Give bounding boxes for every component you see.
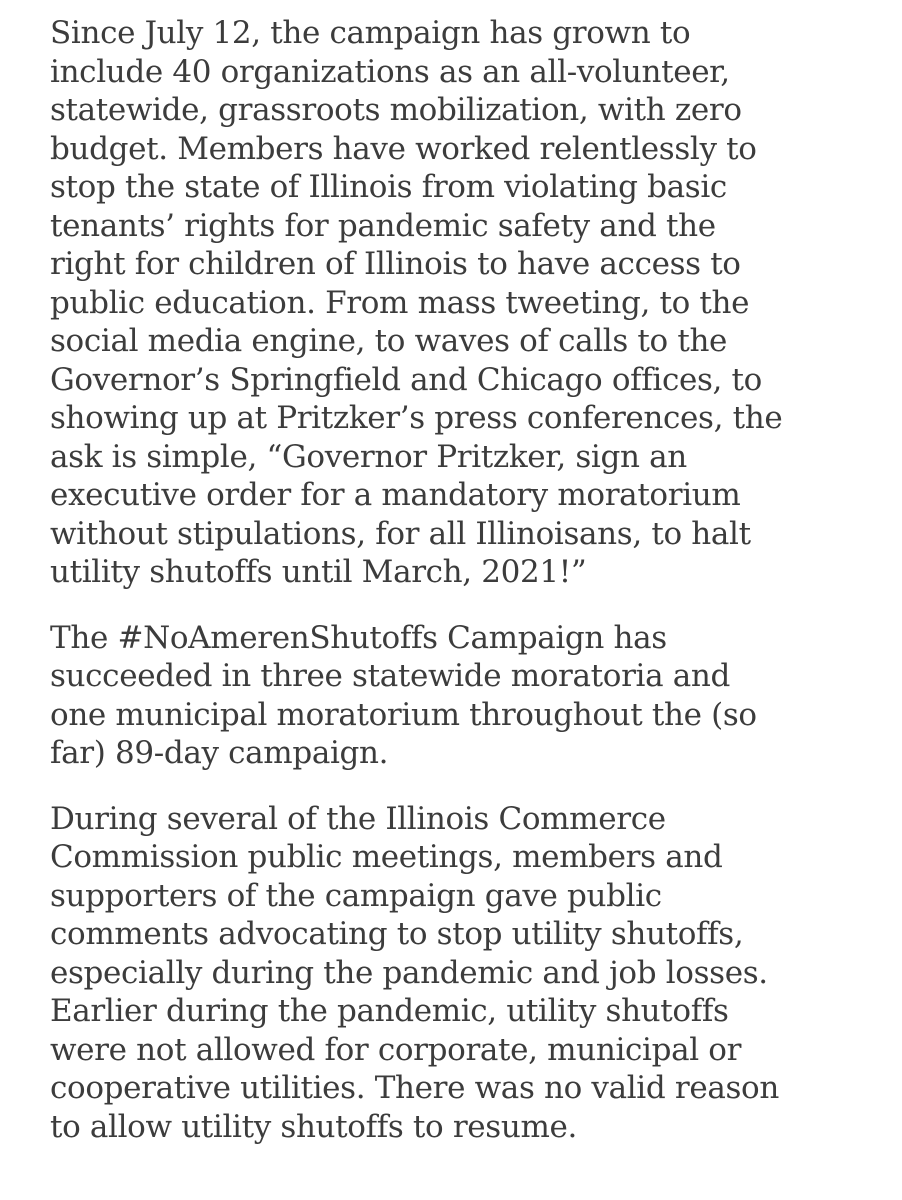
text-line: far) 89-day campaign. — [50, 735, 389, 771]
text-line: one municipal moratorium throughout the (so — [50, 696, 757, 733]
text-line: executive order for a mandatory moratorium — [50, 477, 741, 513]
text-line: public education. From mass tweeting, to the — [50, 284, 750, 321]
text-line: stop the state of Illinois from violating basic — [50, 169, 727, 205]
paragraph-campaign-growth — [50, 14, 902, 592]
text-line: budget. Members have worked relentlessly to — [50, 130, 757, 167]
text-line: right for children of Illinois to have access to — [50, 246, 741, 282]
text-line: supporters of the campaign gave public — [50, 877, 662, 914]
text-line: Commission public meetings, members and — [50, 839, 723, 875]
text-line: social media engine, to waves of calls to the — [50, 323, 728, 359]
text-line: cooperative utilities. There was no valid reason — [50, 1070, 779, 1106]
text-line: tenants’ rights for pandemic safety and the — [50, 207, 716, 244]
text-line: statewide, grassroots mobilization, with zero — [50, 92, 742, 128]
paragraph-campaign-success — [50, 619, 902, 773]
text-line: Earlier during the pandemic, utility shutoffs — [50, 993, 729, 1029]
text-line: Governor’s Springfield and Chicago offices, to — [50, 361, 762, 398]
text-line: showing up at Pritzker’s press conferences, the — [50, 400, 783, 436]
text-line: utility shutoffs until March, 2021!” — [50, 554, 587, 590]
text-line: succeeded in three statewide moratoria and — [50, 658, 730, 694]
text-line: without stipulations, for all Illinoisans, to halt — [50, 515, 751, 552]
article-body — [50, 14, 902, 1173]
text-line: comments advocating to stop utility shutoffs, — [50, 916, 744, 952]
text-line: were not allowed for corporate, municipal or — [50, 1031, 742, 1068]
text-line: Since July 12, the campaign has grown to — [50, 15, 691, 51]
text-line: especially during the pandemic and job losses. — [50, 954, 768, 991]
text-line: The #NoAmerenShutoffs Campaign has — [50, 619, 667, 656]
paragraph-public-comments — [50, 800, 902, 1147]
text-line: include 40 organizations as an all-volunteer, — [50, 53, 730, 90]
text-line: ask is simple, “Governor Pritzker, sign an — [50, 438, 687, 475]
text-line: to allow utility shutoffs to resume. — [50, 1108, 578, 1145]
text-line: During several of the Illinois Commerce — [50, 800, 666, 837]
